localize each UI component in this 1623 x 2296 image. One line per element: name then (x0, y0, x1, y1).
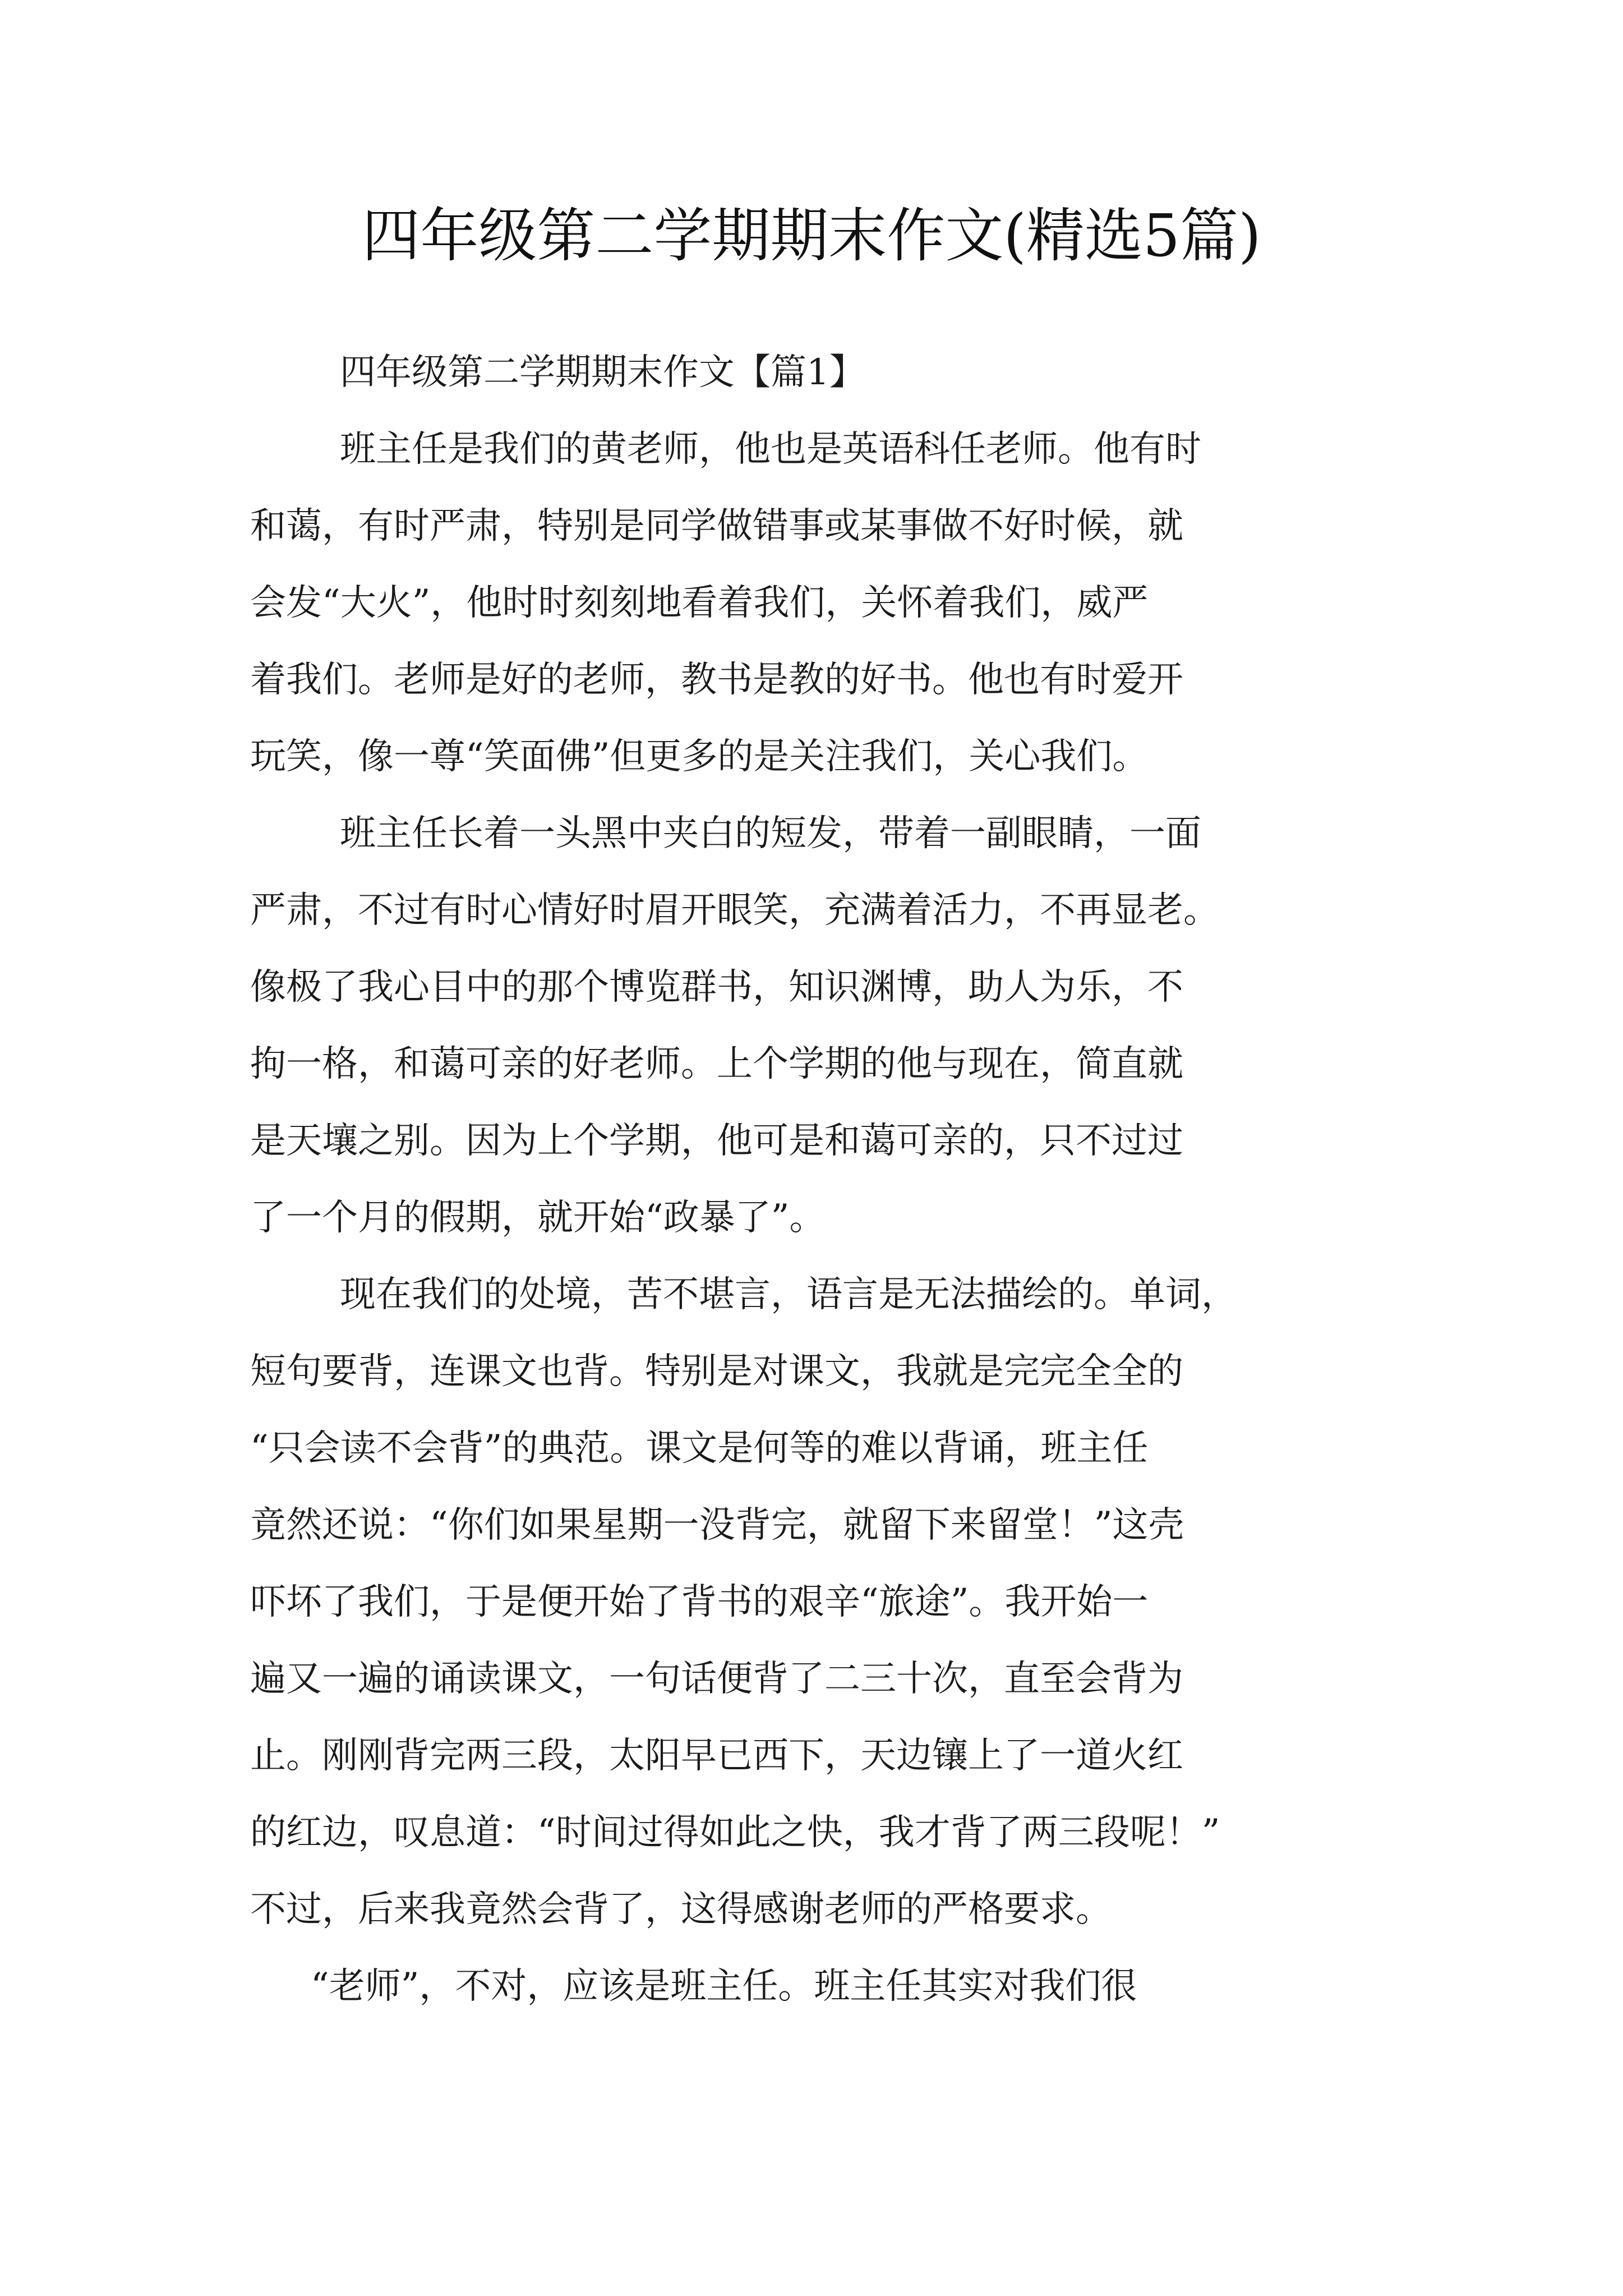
text-line: 像极了我心目中的那个博览群书，知识渊博，助人为乐，不 (250, 967, 1183, 1008)
text-line: 不过，后来我竟然会背了，这得感谢老师的严格要求。 (250, 1889, 1112, 1930)
section-heading: 四年级第二学期期末作文【篇1】 (340, 352, 865, 393)
paragraph-4 (250, 1948, 1389, 2025)
text-line: 了一个月的假期，就开始“政暴了”。 (250, 1197, 826, 1239)
paragraph-3 (250, 1257, 1389, 1948)
text-line: 拘一格，和蔼可亲的好老师。上个学期的他与现在，简直就 (250, 1043, 1183, 1085)
paragraph-1 (250, 411, 1389, 795)
document-title: 四年级第二学期期末作文(精选5篇) (362, 201, 1261, 270)
text-line: “老师”，不对，应该是班主任。班主任其实对我们很 (311, 1966, 1137, 2007)
paragraph-2 (250, 795, 1389, 1257)
text-line: 是天壤之别。因为上个学期，他可是和蔼可亲的，只不过过 (250, 1120, 1183, 1162)
text-line: 短句要背，连课文也背。特别是对课文，我就是完完全全的 (250, 1351, 1183, 1392)
text-line: 竟然还说：“你们如果星期一没背完，就留下来留堂！”这壳 (250, 1504, 1184, 1546)
text-line: 止。刚刚背完两三段，太阳早已西下，天边镶上了一道火红 (250, 1735, 1183, 1777)
text-line: 玩笑，像一尊“笑面佛”但更多的是关注我们，关心我们。 (250, 736, 1149, 777)
text-line: 现在我们的处境，苦不堪言，语言是无法描绘的。单词， (340, 1274, 1237, 1315)
text-line: 班主任是我们的黄老师，他也是英语科任老师。他有时 (340, 429, 1201, 470)
text-line: 吓坏了我们，于是便开始了背书的艰辛“旅途”。我开始一 (250, 1581, 1149, 1623)
text-line: 遍又一遍的诵读课文，一句话便背了二三十次，直至会背为 (250, 1658, 1183, 1700)
text-line: 和蔼，有时严肃，特别是同学做错事或某事做不好时候，就 (250, 505, 1183, 547)
text-line: 严肃，不过有时心情好时眉开眼笑，充满着活力，不再显老。 (250, 890, 1219, 931)
text-line: “只会读不会背”的典范。课文是何等的难以背诵，班主任 (250, 1428, 1149, 1469)
text-line: 的红边，叹息道：“时间过得如此之快，我才背了两三段呢！” (250, 1812, 1220, 1853)
text-line: 着我们。老师是好的老师，教书是教的好书。他也有时爱开 (250, 659, 1183, 701)
text-line: 班主任长着一头黑中夹白的短发，带着一副眼睛，一面 (340, 813, 1201, 854)
document-body (250, 334, 1389, 2025)
text-line: 会发“大火”，他时时刻刻地看着我们，关怀着我们，威严 (250, 582, 1149, 624)
